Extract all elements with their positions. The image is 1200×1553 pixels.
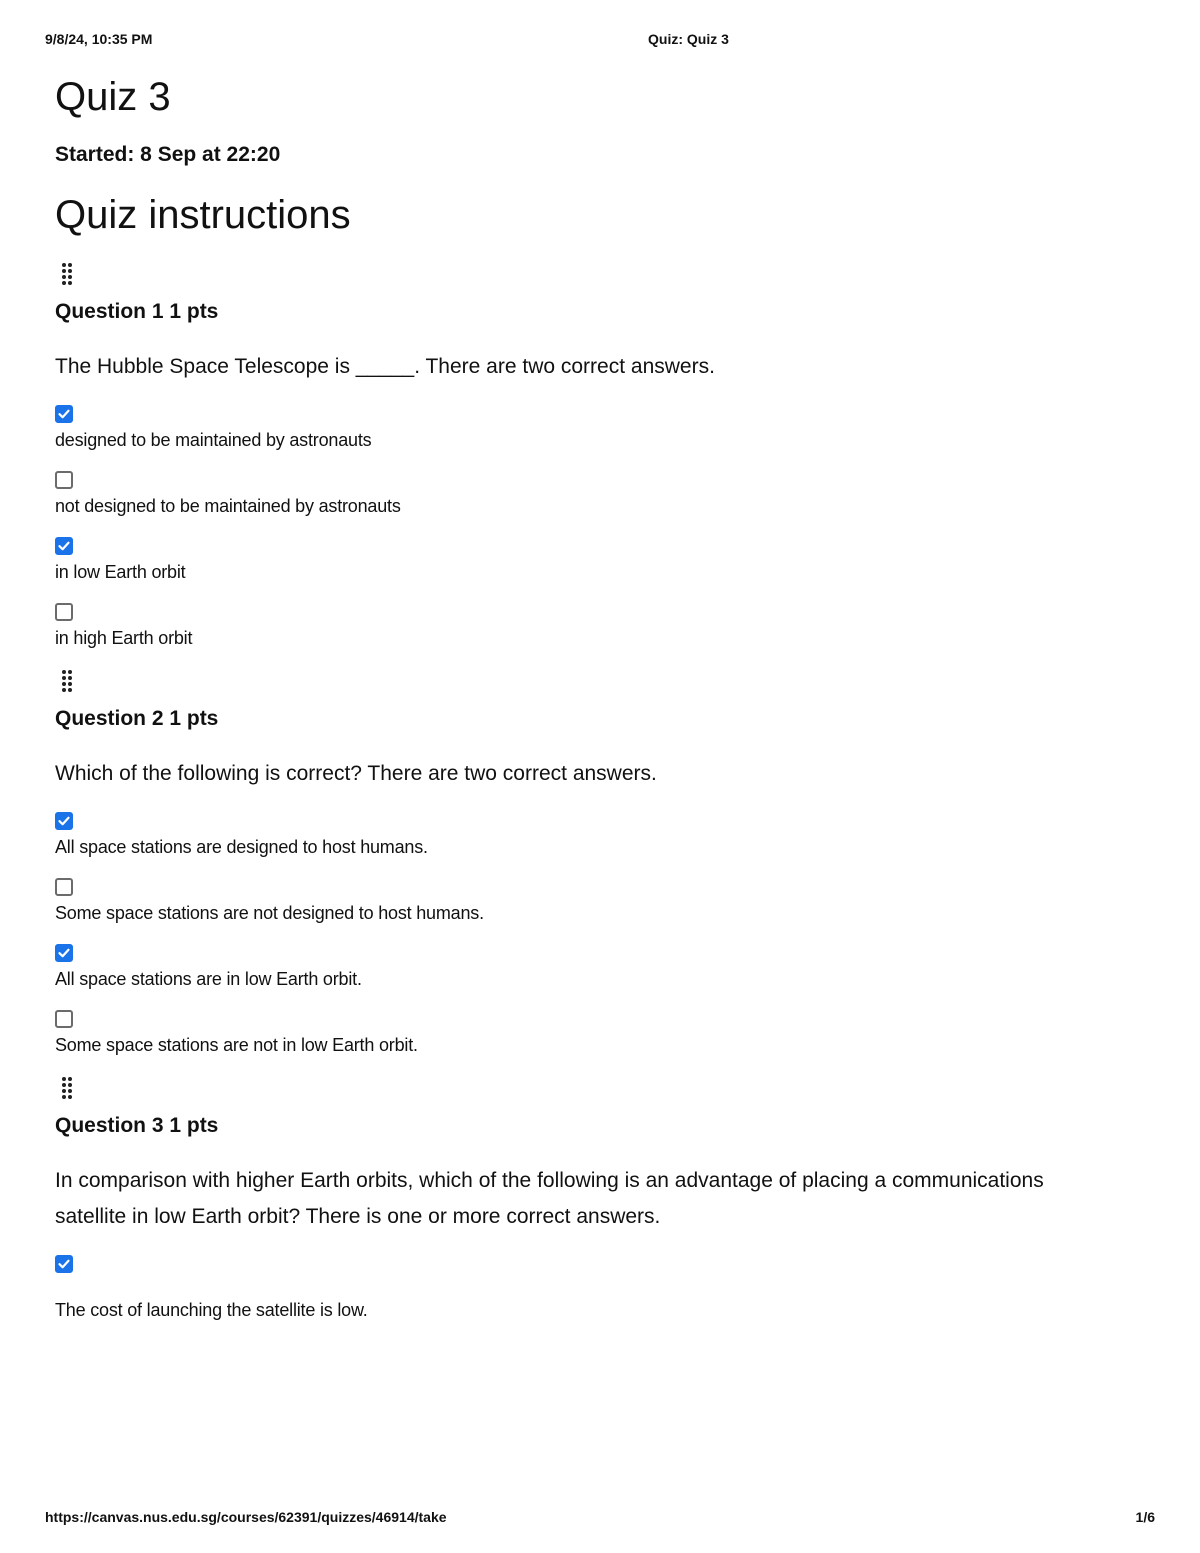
answer-label: in low Earth orbit xyxy=(55,562,186,582)
question-header: Question 2 1 pts xyxy=(55,707,219,730)
question-text: Which of the following is correct? There are two correct answers. xyxy=(55,762,657,785)
answer-label: in high Earth orbit xyxy=(55,628,193,648)
checkmark-icon xyxy=(57,814,71,828)
answer-label: Some space stations are not designed to host humans. xyxy=(55,903,484,923)
checkbox-checked[interactable] xyxy=(55,812,73,830)
print-page-number: 1/6 xyxy=(1135,1509,1155,1525)
answer-option[interactable] xyxy=(55,603,1075,649)
quiz-instructions-heading: Quiz instructions xyxy=(55,193,351,237)
answer-option[interactable] xyxy=(55,944,1075,990)
answer-label: Some space stations are not in low Earth orbit. xyxy=(55,1035,418,1055)
answer-option[interactable] xyxy=(55,812,1075,858)
checkbox-checked[interactable] xyxy=(55,1255,73,1273)
drag-handle-icon[interactable] xyxy=(61,262,75,286)
checkbox-unchecked[interactable] xyxy=(55,603,73,621)
checkbox-checked[interactable] xyxy=(55,944,73,962)
checkbox-unchecked[interactable] xyxy=(55,1010,73,1028)
checkmark-icon xyxy=(57,1257,71,1271)
checkbox-checked[interactable] xyxy=(55,537,73,555)
question-header: Question 3 1 pts xyxy=(55,1114,219,1137)
answer-option[interactable] xyxy=(55,405,1075,451)
drag-handle-icon[interactable] xyxy=(61,1076,75,1100)
print-page-title: Quiz: Quiz 3 xyxy=(648,31,729,47)
question-text: In comparison with higher Earth orbits, which of the following is an advantage of placing a communications satellite in low Earth orbit? There is one or more correct answers. xyxy=(55,1169,1044,1228)
answer-label: not designed to be maintained by astronauts xyxy=(55,496,401,516)
checkmark-icon xyxy=(57,946,71,960)
print-footer xyxy=(45,1509,1155,1529)
quiz-content xyxy=(55,74,1075,1341)
checkbox-unchecked[interactable] xyxy=(55,878,73,896)
answer-option[interactable] xyxy=(55,878,1075,924)
answer-option[interactable] xyxy=(55,1010,1075,1056)
question-header: Question 1 1 pts xyxy=(55,300,219,323)
quiz-title: Quiz 3 xyxy=(55,75,171,119)
print-header xyxy=(45,31,1155,51)
answer-label: designed to be maintained by astronauts xyxy=(55,430,372,450)
question-1 xyxy=(55,262,1075,649)
question-text: The Hubble Space Telescope is _____. There are two correct answers. xyxy=(55,355,715,378)
answer-option[interactable] xyxy=(55,471,1075,517)
checkmark-icon xyxy=(57,407,71,421)
checkmark-icon xyxy=(57,539,71,553)
answer-option[interactable] xyxy=(55,537,1075,583)
answer-label: The cost of launching the satellite is low. xyxy=(55,1300,368,1320)
checkbox-unchecked[interactable] xyxy=(55,471,73,489)
quiz-started-time: Started: 8 Sep at 22:20 xyxy=(55,143,281,166)
checkbox-checked[interactable] xyxy=(55,405,73,423)
print-url: https://canvas.nus.edu.sg/courses/62391/quizzes/46914/take xyxy=(45,1509,447,1525)
drag-handle-icon[interactable] xyxy=(61,669,75,693)
answer-option[interactable] xyxy=(55,1255,1075,1321)
answer-label: All space stations are in low Earth orbit. xyxy=(55,969,362,989)
answer-label: All space stations are designed to host humans. xyxy=(55,837,428,857)
print-datetime: 9/8/24, 10:35 PM xyxy=(45,31,153,47)
question-2 xyxy=(55,669,1075,1056)
question-3 xyxy=(55,1076,1075,1321)
